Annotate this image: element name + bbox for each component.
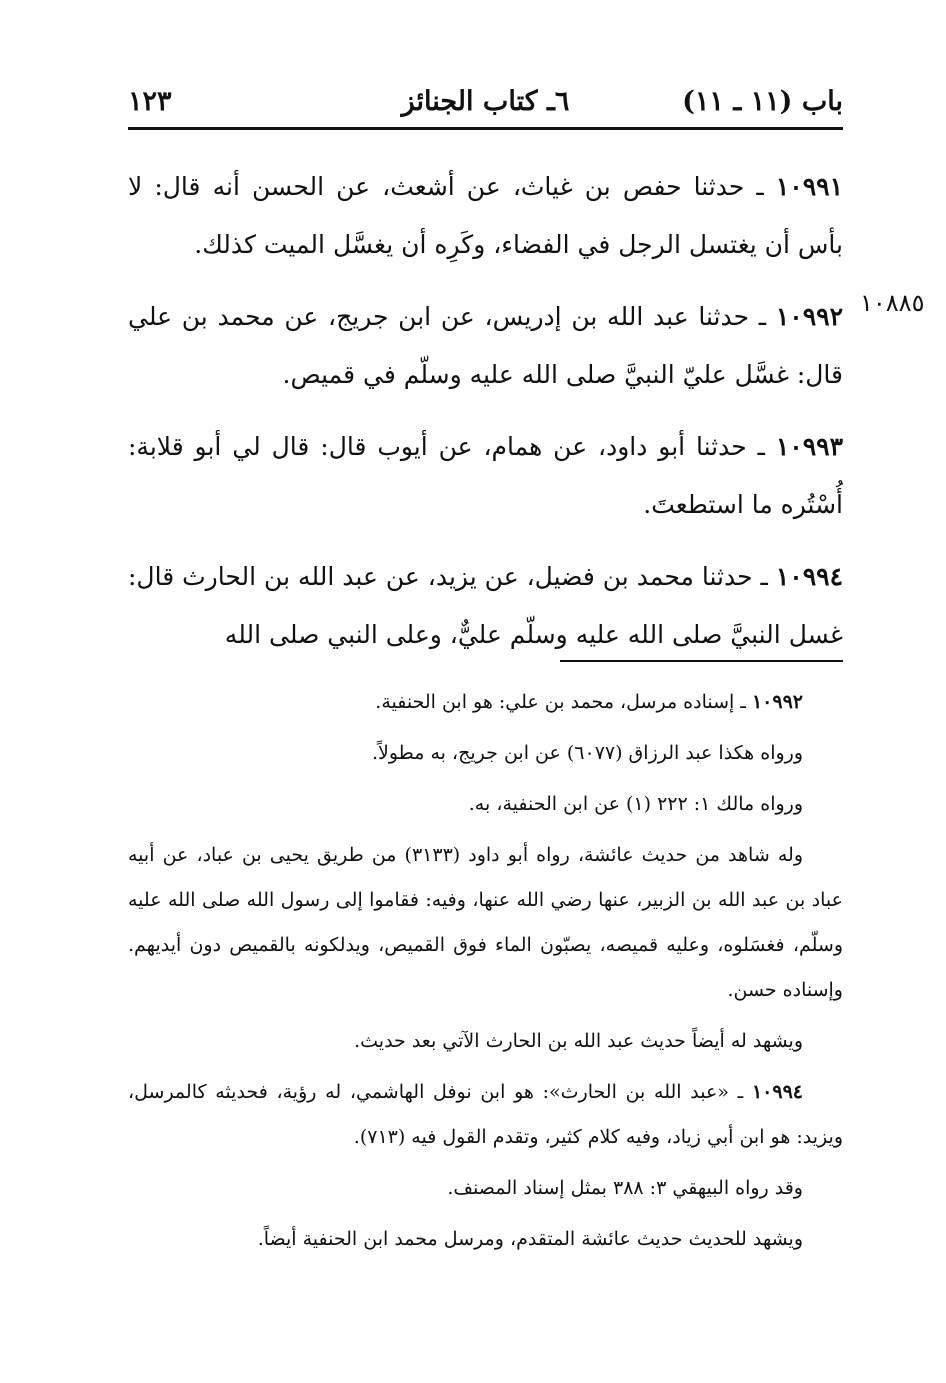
hadith-number: ١٠٩٩٢ — [775, 302, 843, 331]
footnote-rule — [560, 660, 843, 662]
hadith-entry — [128, 158, 843, 274]
hadith-number: ١٠٩٩٣ — [775, 432, 843, 461]
footnote-text: ويشهد له أيضاً حديث عبد الله بن الحارث الآتي بعد حديث. — [354, 1030, 803, 1052]
footnote-text: ورواه هكذا عبد الرزاق (٦٠٧٧) عن ابن جريج، به مطولاً. — [371, 742, 803, 764]
header-rule — [128, 127, 843, 130]
margin-reference-number: ١٠٨٨٥ — [860, 289, 925, 317]
footnote — [128, 1217, 843, 1262]
main-text — [128, 158, 843, 678]
footnote-number: ١٠٩٩٤ — [751, 1081, 803, 1103]
footnote-text: ورواه مالك ١: ٢٢٢ (١) عن ابن الحنفية، به. — [468, 793, 803, 815]
header-chapter: باب (١١ ـ ١١) — [682, 86, 843, 117]
hadith-text: ـ حدثنا أبو داود، عن همام، عن أيوب قال: قال لي أبو قلابة: أُسْتُره ما استطعتَ. — [128, 432, 843, 519]
footnote-text: وقد رواه البيهقي ٣: ٣٨٨ بمثل إسناد المصنف. — [447, 1177, 803, 1199]
footnotes — [128, 680, 843, 1268]
footnote — [128, 1019, 843, 1064]
footnote — [128, 1166, 843, 1211]
hadith-text: ـ حدثنا عبد الله بن إدريس، عن ابن جريج، عن محمد بن علي قال: غسَّل عليّ النبيَّ صلى الله عليه وسلّم في قميص. — [128, 302, 843, 389]
hadith-entry — [128, 548, 843, 664]
hadith-entry — [128, 418, 843, 534]
footnote — [128, 1070, 843, 1160]
footnote — [128, 680, 843, 725]
hadith-entry — [128, 288, 843, 404]
footnote-text: ـ «عبد الله بن الحارث»: هو ابن نوفل الهاشمي، له رؤية، فحديثه كالمرسل، ويزيد: هو ابن أبي زياد، وفيه كلام كثير، وتقدم القول فيه (٧١٣). — [128, 1081, 843, 1148]
footnote-text: ويشهد للحديث حديث عائشة المتقدم، ومرسل محمد ابن الحنفية أيضاً. — [257, 1228, 803, 1250]
header-book-title: ٦ـ كتاب الجنائز — [401, 86, 570, 117]
footnote — [128, 833, 843, 1013]
page-number: ١٢٣ — [128, 86, 172, 117]
footnote-number: ١٠٩٩٢ — [751, 691, 803, 713]
hadith-number: ١٠٩٩١ — [775, 172, 843, 201]
footnote — [128, 731, 843, 776]
hadith-number: ١٠٩٩٤ — [775, 562, 843, 591]
footnote-text: وله شاهد من حديث عائشة، رواه أبو داود (٣١٣٣) من طريق يحيى بن عباد، عن أبيه عباد بن عبد الله بن الزبير، عنها رضي الله عنها، وفيه: فقاموا إلى رسول الله صلى الله عليه وسلّم، فغسَلوه، وعليه قميصه، يصبّون الماء فوق القميص، ويدلكونه بالقميص دون أيديهم. وإسناده حسن. — [128, 844, 843, 1001]
footnote-text: ـ إسناده مرسل، محمد بن علي: هو ابن الحنفية. — [375, 691, 752, 713]
footnote — [128, 782, 843, 827]
running-header — [128, 82, 843, 126]
hadith-text: ـ حدثنا حفص بن غياث، عن أشعث، عن الحسن أنه قال: لا بأس أن يغتسل الرجل في الفضاء، وكَرِه أن يغسَّل الميت كذلك. — [128, 172, 843, 259]
hadith-text: ـ حدثنا محمد بن فضيل، عن يزيد، عن عبد الله بن الحارث قال: غسل النبيَّ صلى الله عليه وسلّم عليٌّ، وعلى النبي صلى الله — [128, 562, 843, 649]
